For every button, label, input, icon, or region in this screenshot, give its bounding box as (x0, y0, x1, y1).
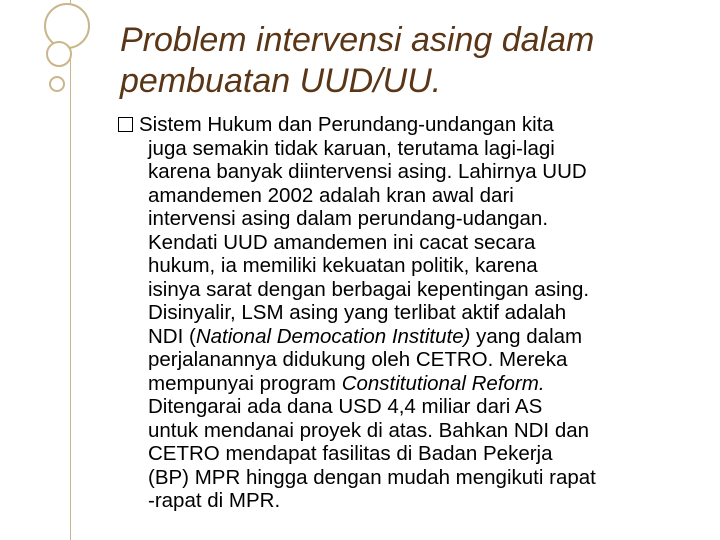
slide-title (120, 20, 710, 102)
decorative-circle-medium (46, 41, 72, 67)
empty-square-bullet-icon (118, 117, 133, 132)
paragraph-line: amandemen 2002 adalah kran awal dari (148, 183, 514, 207)
paragraph-line: perjalanannya didukung oleh CETRO. Mereka (148, 348, 568, 371)
slide-title-line-2: pembuatan UUD/UU. (120, 62, 442, 100)
decorative-circle-large (44, 3, 90, 49)
slide-title-line-1: Problem intervensi asing dalam (120, 21, 595, 59)
paragraph-line: -rapat di MPR. (148, 489, 281, 512)
paragraph-line: isinya sarat dengan berbagai kepentingan asing. (148, 277, 590, 301)
paragraph-line-program (118, 372, 713, 396)
paragraph-line: CETRO mendapat fasilitas di Badan Pekerja (148, 442, 553, 465)
ndi-full-name: National Democation Institute) (195, 324, 471, 348)
paragraph-line: intervensi asing dalam perundang-udangan. (148, 207, 549, 230)
ndi-suffix: yang dalam (470, 324, 583, 348)
program-prefix: mempunyai program (148, 371, 342, 395)
paragraph-line: untuk mendanai proyek di atas. Bahkan NDI dan (148, 418, 590, 442)
paragraph-line (118, 113, 713, 137)
paragraph-line: juga semakin tidak karuan, terutama lagi-lagi (148, 136, 555, 160)
paragraph-line: Disinyalir, LSM asing yang terlibat aktif adalah (148, 301, 567, 324)
decorative-circle-small (49, 76, 65, 92)
decorative-vertical-line (70, 0, 71, 540)
paragraph-line: (BP) MPR hingga dengan mudah mengikuti rapat (148, 465, 596, 489)
program-name: Constitutional Reform. (341, 371, 545, 395)
paragraph-line-ndi (118, 325, 713, 349)
paragraph-line: Ditengarai ada dana USD 4,4 miliar dari AS (148, 395, 543, 418)
paragraph-line: hukum, ia memiliki kekuatan politik, karena (148, 254, 538, 277)
paragraph-line: Kendati UUD amandemen ini cacat secara (148, 230, 536, 254)
paragraph-first-line: Sistem Hukum dan Perundang-undangan kita (139, 113, 554, 136)
ndi-prefix: NDI ( (148, 324, 196, 348)
paragraph-line: karena banyak diintervensi asing. Lahirnya UUD (148, 160, 587, 183)
bullet-paragraph (118, 113, 713, 513)
